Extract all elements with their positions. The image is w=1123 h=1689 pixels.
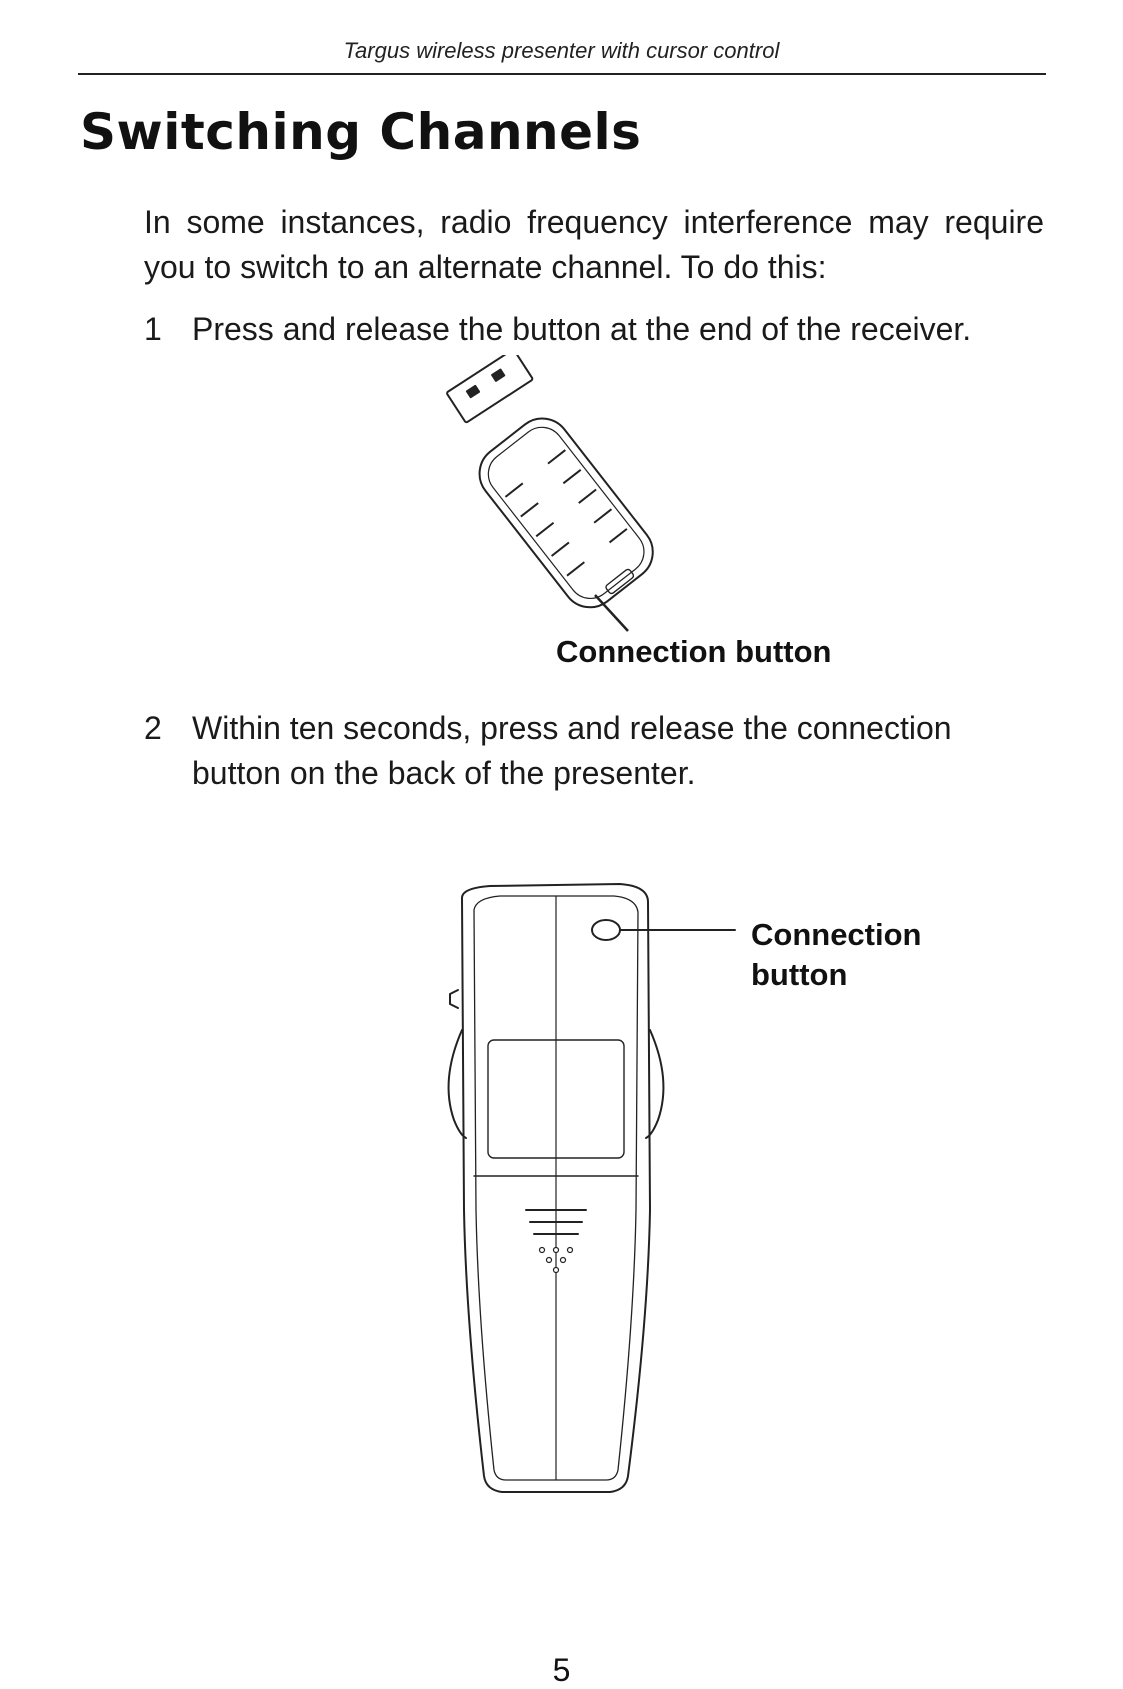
presenter-back-illustration [430,880,750,1520]
page-title: Switching Channels [80,103,642,161]
step-text: Press and release the button at the end of the receiver. [192,311,972,347]
step-number: 2 [144,710,162,746]
running-header: Targus wireless presenter with cursor control [343,38,780,63]
intro-paragraph: In some instances, radio frequency interference may require you to switch to an alternate channel. To do this: [144,204,1044,285]
step-text: Within ten seconds, press and release the connection button on the back of the presenter. [192,710,952,791]
receiver-connection-button-label: Connection button [556,634,832,669]
header-rule [78,73,1046,75]
step-number: 1 [144,311,162,347]
callout-line-2: button [751,957,848,992]
presenter-connection-button-label [751,915,922,995]
usb-receiver-illustration [440,355,700,635]
callout-line-1: Connection [751,917,922,952]
page-number: 5 [552,1652,571,1688]
